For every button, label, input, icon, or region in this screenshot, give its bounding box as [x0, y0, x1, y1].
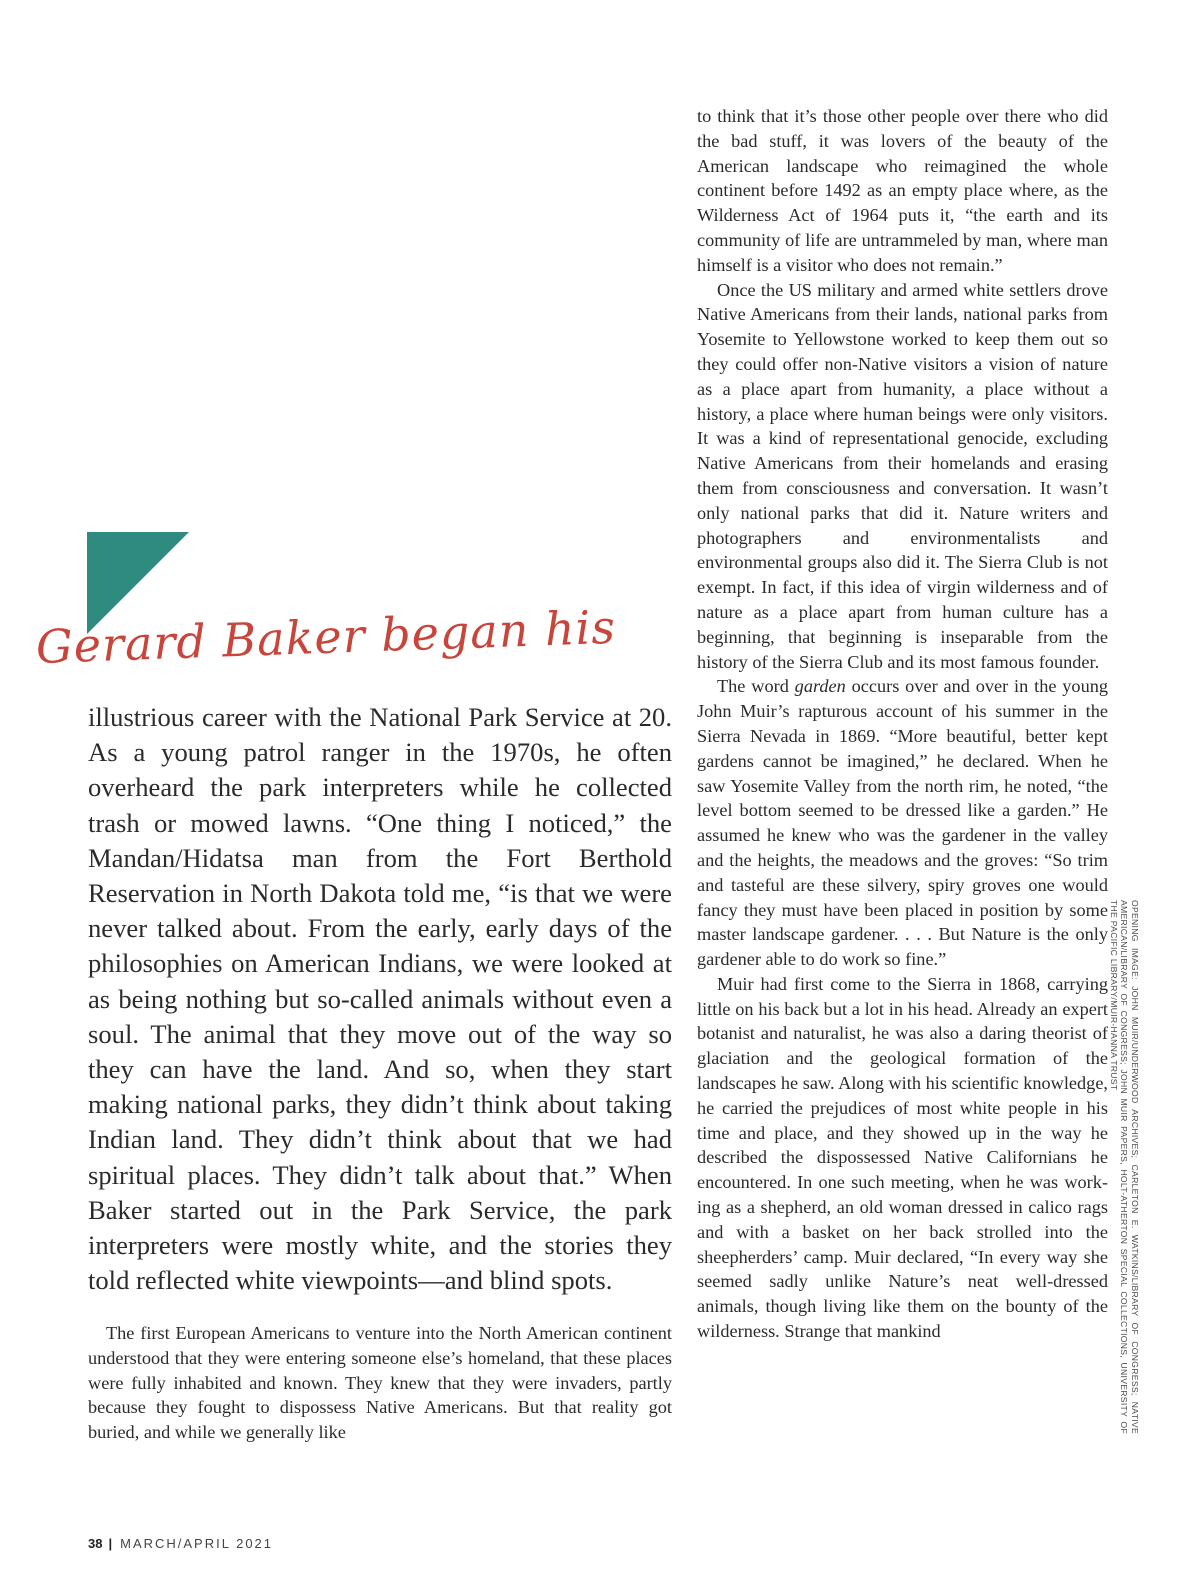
right-column — [697, 104, 1108, 1344]
page-number: 38 — [88, 1536, 103, 1551]
footer-separator: | — [108, 1536, 115, 1551]
emphasis-garden: garden — [794, 676, 846, 697]
left-body-paragraph: The first European Americans to venture into the North American continent understood that they were entering someone else’s homeland, that these places were fully inhabited and known. They knew that they were invaders, partly because they fought to dispossess Native Americans. But that reality got buried, and while we generally like — [88, 1323, 672, 1443]
body-paragraph-2: Once the US military and armed white settlers drove Native Americans from their lands, national parks from Yosemite to Yellowstone worked to keep them out so they could offer non-Native visitors a vision of nature as a place apart from humanity, a place without a history, a place where human beings were only visitors. It was a kind of representational genocide, excluding Native Americans from their homelands and erasing them from consciousness and conversation. It wasn’t only national parks that did it. Nature writers and photographers and environmentalists and environmental groups also did it. The Sierra Club is not exempt. In fact, if this idea of virgin wilderness and of nature as a place apart from human culture has a beginning, that beginning is inseparable from the history of the Sierra Club and its most famous founder. — [697, 279, 1108, 672]
body-paragraph-1: to think that it’s those other people over there who did the bad stuff, it was lovers of the beauty of the American landscape who reimagined the whole continent before 1492 as an empty place where, as the Wilderness Act of 1964 puts it, “the earth and its community of life are untrammeled by man, where man himself is a visitor who does not remain.” — [697, 106, 1108, 275]
script-heading: Gerard Baker began his — [35, 599, 617, 674]
page-footer — [88, 1536, 273, 1551]
body-paragraph-4: Muir had first come to the Sierra in 1868, carrying little on his back but a lot in his head. Already an expert botanist and naturalist, he was also a daring theorist of glaciation and the geological formation of the landscapes he saw. Along with his scientific knowledge, he carried the prejudices of most white people in his time and place, and they showed up in the way he described the dispossessed Native Californians he encountered. In one such meeting, when he was working as a shepherd, an old woman dressed in calico rags and with a basket on her back strolled into the sheepherders’ camp. Muir declared, “In every way she seemed sadly unlike Nature’s neat well-dressed animals, though living like them on the bounty of the wilderness. Strange that mankind — [697, 973, 1108, 1342]
photo-credit: OPENING IMAGE: JOHN MUIR/UNDERWOOD ARCHIVES; CARLETON E. WATKINS/LIBRARY OF CONGRESS; NATIVE AMERICAN/LIBRARY OF CONGRESS; JOHN MUIR PAPERS, HOLT-ATHERTON SPECIAL COLLECTIONS, UNIVERSITY OF THE PACIFIC LIBRARY/MUIR-HANNA TRUST — [1109, 900, 1140, 1434]
body-paragraph-3-rest: occurs over and over in the young John Muir’s rapturous account of his summer in the Sierra Nevada in 1869. “More beautiful, better kept gardens cannot be imagined,” he declared. When he saw Yosemite Valley from the north rim, he noted, “the level bottom seemed to be dressed like a garden.” He assumed he knew who was the gardener in the valley and the heights, the meadows and the groves: “So trim and tasteful are these silvery, spiry groves one would fancy they must have been placed in position by some master landscape gardener. . . . But Nature is the only gardener able to do work so fine.” — [697, 676, 1108, 970]
issue-date: MARCH/APRIL 2021 — [120, 1536, 274, 1551]
body-paragraph-3-start: The word — [717, 676, 795, 697]
lead-paragraph: illustrious career with the National Park Service at 20. As a young patrol ranger in the 1970s, he often overheard the park interpreters while he collected trash or mowed lawns. “One thing I noticed,” the Mandan/Hidatsa man from the Fort Berthold Reservation in North Dakota told me, “is that we were never talked about. From the early, early days of the philosophies on American Indians, we were looked at as being nothing but so-called animals without even a soul. The animal that they move out of the way so they can have the land. And so, when they start making national parks, they didn’t think about taking Indian land. They didn’t think about that we had spiritual places. They didn’t talk about that.” When Baker started out in the Park Service, the park interpreters were mostly white, and the stories they told reflected white viewpoints—and blind spots. — [88, 702, 672, 1296]
body-paragraph-3 — [697, 674, 1108, 972]
